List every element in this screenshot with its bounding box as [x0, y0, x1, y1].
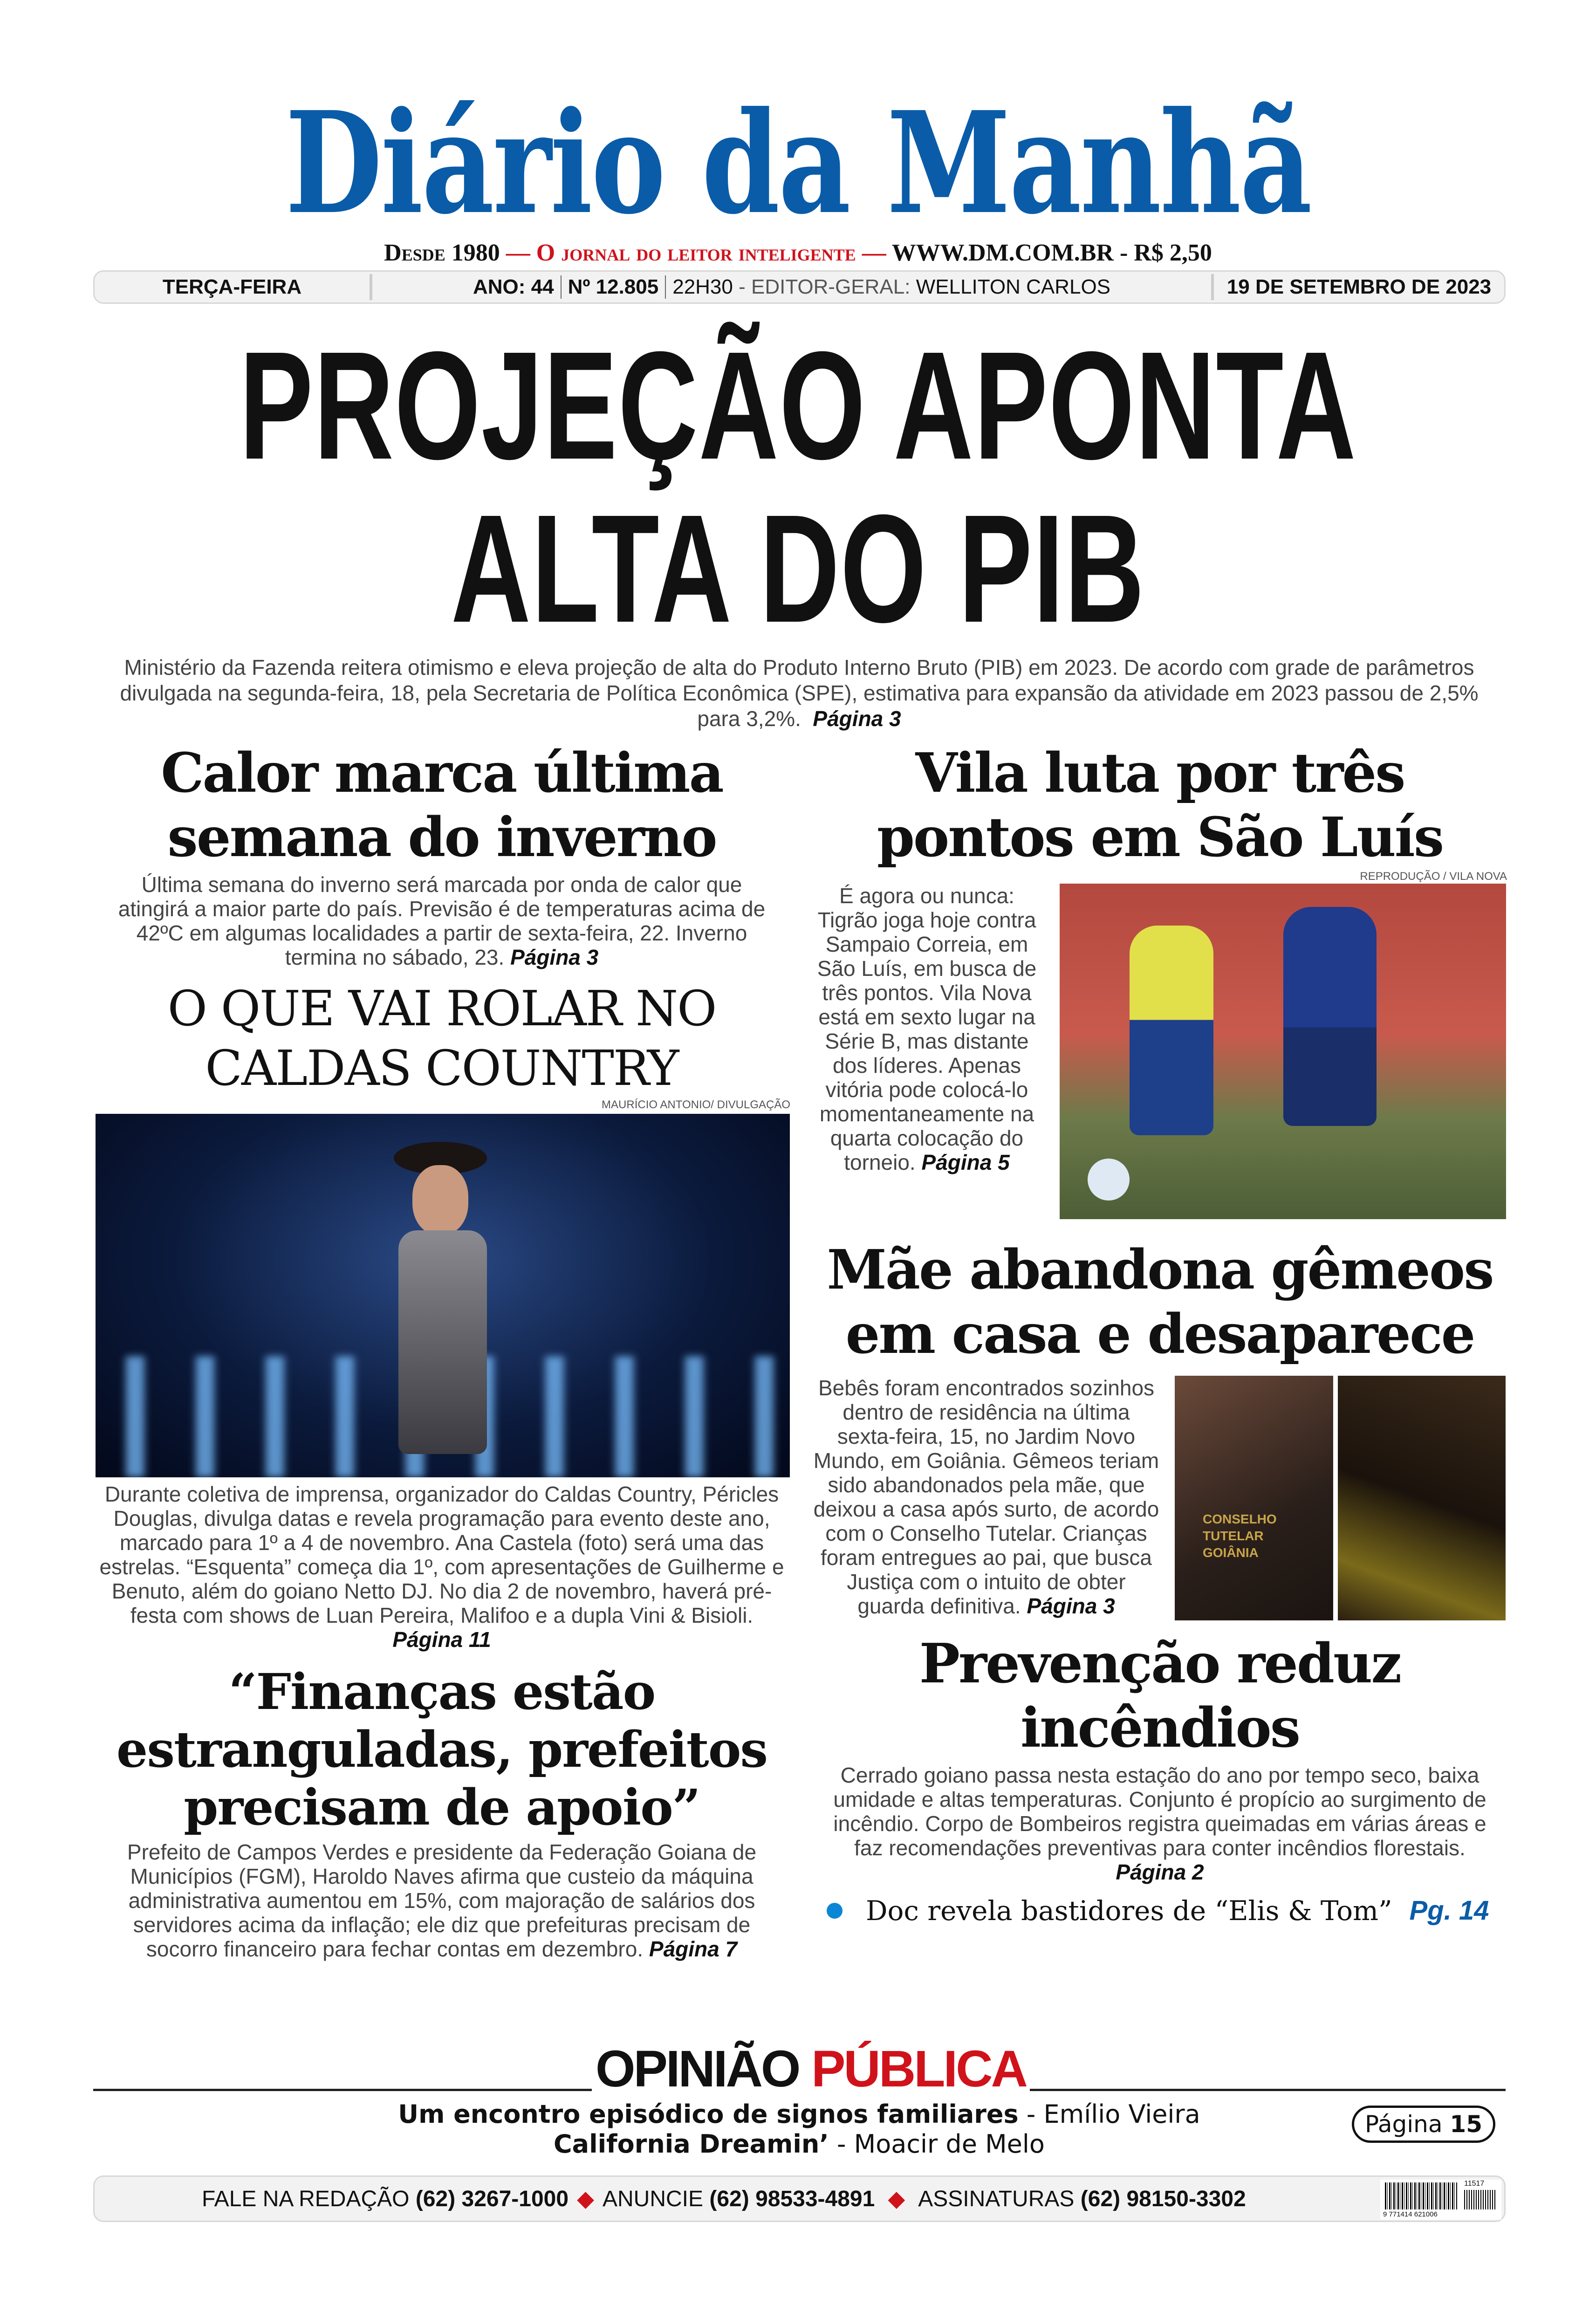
photo-left	[1175, 1376, 1333, 1620]
text: Última semana do inverno será marcada por onda de calor que atingirá a maior parte do país. Previsão é de temperaturas acima de 42ºC em algumas localidades a partir de sexta-feira, 22. Inverno termina no sábado, 23.	[118, 872, 766, 969]
photo-right	[1338, 1376, 1506, 1620]
story-title-financas[interactable]: “Finanças estão estranguladas, prefeitos precisam de apoio”	[116, 1662, 767, 1836]
author: Moacir de Melo	[854, 2129, 1045, 2159]
page-number: 15	[1450, 2111, 1482, 2138]
phone-redacao[interactable]: (62) 3267-1000	[415, 2186, 569, 2211]
year: ANO: 44	[473, 275, 554, 298]
singer	[412, 1165, 468, 1235]
phone-anuncie[interactable]: (62) 98533-4891	[709, 2186, 875, 2211]
story-title-caldas[interactable]: O QUE VAI ROLAR NO CALDAS COUNTRY	[167, 980, 716, 1097]
text: Prefeito de Campos Verdes e presidente da Federação Goiana de Municípios (FGM), Haroldo Naves afirma que custeio da máquina administrativa aumentou em 15%, com majoração de salários dos servidores acima da inflação; ele diz que prefeituras precisam de socorro financeiro para fechar contas em dezembro.	[127, 1840, 757, 1961]
barcode-bars	[1385, 2182, 1457, 2209]
concert-photo	[96, 1114, 790, 1477]
footer-bar	[93, 2175, 1506, 2222]
vila-row	[813, 884, 1507, 1219]
editor-label: - EDITOR-GERAL:	[739, 275, 911, 298]
masthead-logo: Diário da Manhã	[285, 81, 1311, 245]
page-ref[interactable]: Página 2	[1116, 1860, 1204, 1884]
story-prevencao-text	[813, 1763, 1507, 1884]
story-mae-text	[813, 1376, 1160, 1618]
slogan: O jornal do leitor inteligente	[536, 240, 856, 266]
text: Durante coletiva de imprensa, organizador do Caldas Country, Péricles Douglas, divulga datas e revela programação para evento deste ano, marcado para 1º a 4 de novembro. Ana Castela (foto) será uma das estrelas. “Esquenta” começa dia 1º, com apresentações de Guilherme e Benuto, além do goiano Netto DJ. No dia 2 de novembro, haverá pré-festa com shows de Luan Pereira, Malifoo e a dupla Vini & Bisioli.	[99, 1482, 784, 1627]
bullet-icon	[827, 1903, 843, 1919]
label: FALE NA REDAÇÃO	[202, 2186, 410, 2211]
doc-teaser[interactable]	[827, 1894, 1507, 1927]
headline: California Dreamin’	[554, 2129, 829, 2159]
vest-text: CONSELHO TUTELAR GOIÂNIA	[1203, 1512, 1277, 1560]
barcode-code: 11517	[1464, 2180, 1485, 2188]
story-financas-text	[93, 1840, 790, 1961]
football-photo	[1060, 884, 1506, 1219]
tagline: Desde 1980 — O jornal do leitor inteligente — WWW.DM.COM.BR - R$ 2,50	[384, 240, 1212, 266]
player-yellow	[1130, 926, 1213, 1135]
story-caldas-text	[93, 1482, 790, 1652]
photo-credit: MAURÍCIO ANTONIO/ DIVULGAÇÃO	[602, 1098, 790, 1111]
label: ASSINATURAS	[918, 2186, 1075, 2211]
photo-credit: REPRODUÇÃO / VILA NOVA	[1360, 870, 1507, 883]
story-title-vila[interactable]: Vila luta por três pontos em São Luís	[877, 741, 1443, 869]
site: WWW.DM.COM.BR	[891, 240, 1114, 266]
page-ref[interactable]: Página 3	[1027, 1594, 1115, 1618]
text: Doc revela bastidores de “Elis & Tom”	[866, 1895, 1392, 1927]
left-column	[93, 741, 790, 1961]
opiniao-item[interactable]	[280, 2129, 1319, 2159]
divider	[561, 275, 562, 299]
singer-dress	[398, 1230, 487, 1454]
barcode-number: 9 771414 621006	[1383, 2210, 1438, 2218]
headline: Um encontro episódico de signos familiares	[398, 2099, 1019, 2129]
lead-headline-2: ALTA DO PIB	[451, 482, 1145, 654]
text: Cerrado goiano passa nesta estação do ano por tempo seco, baixa umidade e altas temperaturas. Conjunto é propício ao surgimento de incêndio. Corpo de Bombeiros registra queimadas em várias áreas e faz recomendações preventivas para conter incêndios florestais.	[833, 1763, 1486, 1860]
barcode-bars	[1464, 2190, 1497, 2209]
story-calor-text	[93, 872, 790, 969]
editor: WELLITON CARLOS	[916, 275, 1111, 298]
title: OPINIÃO	[596, 2040, 799, 2098]
lead-text: Ministério da Fazenda reitera otimismo e eleva projeção de alta do Produto Interno Bruto (PIB) em 2023. De acordo com grade de parâmetros divulgada na segunda-feira, 18, pela Secretaria de Política Econômica (SPE), estimativa para expansão da atividade em 2023 passou de 2,5% para 3,2%.	[120, 655, 1479, 731]
mae-row	[813, 1376, 1507, 1620]
label: ANUNCIE	[603, 2186, 704, 2211]
story-title-prevencao[interactable]: Prevenção reduz incêndios	[919, 1632, 1401, 1760]
info-bar	[93, 270, 1506, 304]
sep: —	[500, 240, 536, 266]
author: Emílio Vieira	[1043, 2099, 1200, 2129]
story-vila-text	[813, 884, 1041, 1174]
story-title-calor[interactable]: Calor marca última semana do inverno	[161, 741, 723, 869]
sep: —	[856, 240, 892, 266]
opiniao-list[interactable]	[280, 2099, 1319, 2159]
dash: -	[1018, 2099, 1044, 2129]
price: R$ 2,50	[1134, 240, 1212, 266]
page-ref[interactable]: Página 3	[510, 945, 599, 969]
text: Bebês foram encontrados sozinhos dentro de residência na última sexta-feira, 15, no Jardim Novo Mundo, em Goiânia. Gêmeos teriam sido abandonados pela mãe, que deixou a casa após surto, de acordo com o Conselho Tutelar. Crianças foram entregues ao pai, que busca Justiça com o intuito de obter guarda definitiva.	[813, 1376, 1159, 1618]
page-ref[interactable]: Página 7	[649, 1937, 738, 1961]
diamond-icon: ◆	[577, 2187, 594, 2211]
date: 19 DE SETEMBRO DE 2023	[1226, 275, 1492, 298]
label: Página	[1364, 2111, 1443, 2138]
page-ref[interactable]: Página 5	[921, 1150, 1010, 1174]
opiniao-title	[592, 2040, 1030, 2098]
weekday: TERÇA-FEIRA	[162, 275, 302, 298]
text: É agora ou nunca: Tigrão joga hoje contra Sampaio Correia, em São Luís, em busca de três pontos. Vila Nova está em sexto lugar na Série B, mas distante dos líderes. Apenas vitória pode colocá-lo momentaneamente na quarta colocação do torneio.	[817, 884, 1037, 1174]
time: 22H30	[672, 275, 733, 298]
page-ref[interactable]: Página 11	[392, 1627, 491, 1652]
opiniao-page-button[interactable]	[1352, 2106, 1495, 2143]
divider	[665, 275, 666, 299]
lead-summary	[103, 655, 1496, 732]
issue-number: Nº 12.805	[568, 275, 659, 298]
right-column	[813, 741, 1507, 1927]
title: PÚBLICA	[811, 2040, 1026, 2098]
story-title-mae[interactable]: Mãe abandona gêmeos em casa e desaparece	[827, 1238, 1493, 1366]
barcode	[1380, 2180, 1501, 2220]
dash: -	[829, 2129, 854, 2159]
opiniao-item[interactable]	[280, 2099, 1319, 2129]
lead-headline-1: PROJEÇÃO APONTA	[239, 319, 1357, 491]
ball	[1088, 1159, 1130, 1201]
player-blue	[1283, 907, 1377, 1126]
diamond-icon: ◆	[888, 2187, 905, 2211]
since: Desde 1980	[384, 240, 500, 266]
phone-assinaturas[interactable]: (62) 98150-3302	[1080, 2186, 1246, 2211]
page-ref[interactable]: Pg. 14	[1409, 1895, 1489, 1926]
page-ref[interactable]: Página 3	[813, 707, 901, 731]
